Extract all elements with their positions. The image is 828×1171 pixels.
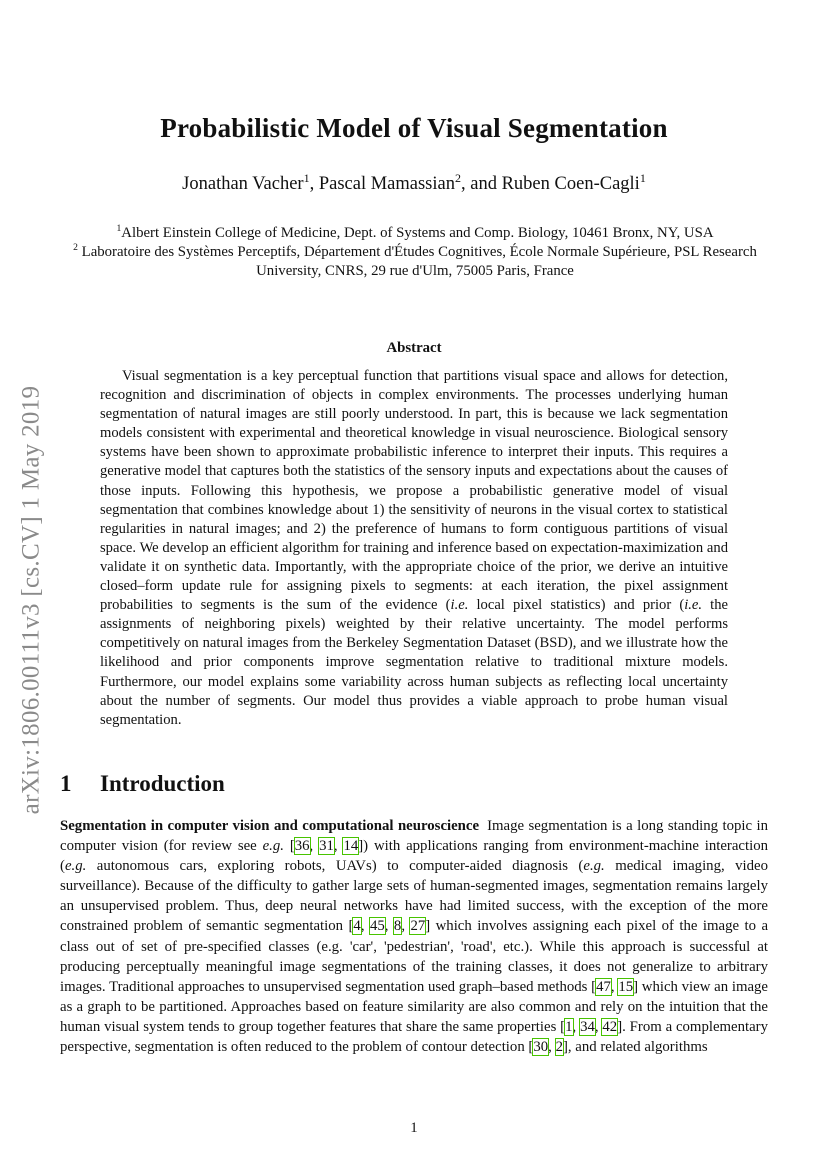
- affiliation-1: [60, 224, 770, 243]
- author-name: Ruben Coen-Cagli: [501, 174, 640, 194]
- arxiv-stamp-text: arXiv:1806.00111v3 [cs.CV] 1 May 2019: [17, 385, 44, 815]
- page-number: 1: [410, 1120, 418, 1136]
- author-separator: ,: [309, 174, 319, 194]
- author-name: Pascal Mamassian: [318, 174, 455, 194]
- citation-link[interactable]: 15: [618, 978, 634, 995]
- body-text: Image segmentation is a long standing topic in computer vision (for review see: [60, 818, 768, 855]
- abstract-ie: i.e.: [450, 597, 469, 614]
- affiliation-mark: 1: [116, 223, 122, 235]
- arxiv-stamp: [6, 356, 56, 844]
- body-text: which view an image as a graph to be partitioned. Approaches based on feature similarity are also common and rely on the intuition that the human visual system tends to group together features that share the same properties: [60, 978, 768, 1035]
- citation-link[interactable]: 31: [319, 838, 334, 855]
- body-text: medical imaging, video surveillance). Because of the difficulty to gather large sets of human-segmented images, segmentation remains largely an unsupervised problem. Thus, deep neural networks have had limited success, with the exception of the more constrained problem of semantic segmentation: [60, 858, 769, 935]
- author-affiliation-mark: 1: [303, 170, 310, 185]
- section-number: 1: [60, 771, 72, 796]
- affiliation-text: Laboratoire des Systèmes Perceptifs, Département d'Études Cognitives, École Normale Supérieure, PSL Research University, CNRS, 29 rue d'Ulm, 75005 Paris, France: [81, 244, 757, 279]
- body-eg: e.g.: [262, 838, 284, 855]
- citation-link[interactable]: 1: [565, 1018, 573, 1035]
- author-name: Jonathan Vacher: [182, 174, 304, 194]
- body-text: which involves assigning each pixel of the image to a class out of set of pre-specified classes (e.g. 'car', 'pedestrian', 'road', etc.). While this approach is successful at producing perceptually meaningful image segmentations of the training classes, it does not generalize to arbitrary images. Traditional approaches to unsupervised segmentation used graph–based methods: [60, 918, 769, 995]
- citation-link[interactable]: 14: [343, 838, 359, 855]
- intro-paragraph: Segmentation in computer vision and computational neuroscience Image segmentation is a long standing topic in computer vision (for review see e.g. [36, 31, 14]) with applications ranging from environment-machine interaction (e.g. autonomous cars, exploring robots, UAVs) to computer-aided diagnosis (e.g. medical imaging, video surveillance). Because of the difficulty to gather large sets of human-segmented images, segmentation remains largely an unsupervised problem. Thus, deep neural networks have had limited success, with the exception of the more constrained problem of semantic segmentation [4, 45, 8, 27] which involves assigning each pixel of the image to a class out of set of pre-specified classes (e.g. 'car', 'pedestrian', 'road', etc.). While this approach is successful at producing perceptually meaningful image segmentations of the training classes, it does not generalize to arbitrary images. Traditional approaches to unsupervised segmentation used graph–based methods [47, 15] which view an image as a graph to be partitioned. Approaches based on feature similarity are also common and rely on the intuition that the human visual system tends to group together features that share the same properties [1, 34, 42]. From a complementary perspective, segmentation is often reduced to the problem of contour detection [30, 2], and related algorithms: [60, 818, 769, 1056]
- citation-link[interactable]: 30: [533, 1039, 549, 1056]
- affiliation-mark: 2: [73, 242, 78, 254]
- abstract-ie: i.e.: [684, 597, 703, 614]
- citation-link[interactable]: 4: [353, 918, 361, 935]
- citation-link[interactable]: 47: [596, 978, 611, 995]
- citation-link[interactable]: 34: [580, 1018, 595, 1035]
- body-text: , and related algorithms: [567, 1039, 708, 1056]
- author-list: [0, 170, 828, 195]
- citation-link[interactable]: 45: [369, 918, 385, 935]
- citation-link[interactable]: 36: [294, 838, 310, 855]
- body-text: [284, 838, 290, 854]
- body-text: . From a complementary perspective, segmentation is often reduced to the problem of contour detection: [60, 1018, 769, 1056]
- citation-link[interactable]: 27: [410, 918, 426, 935]
- section-heading: [60, 771, 225, 797]
- author-affiliation-mark: 2: [454, 170, 461, 185]
- citation-link[interactable]: 8: [393, 918, 402, 935]
- abstract-text: Visual segmentation is a key perceptual function that partitions visual space and allows for detection, recognition and discrimination of objects in complex environments. The processes underlying human segmentation of natural images are still poorly understood. In part, this is because we lack segmentation models consistent with experimental and theoretical knowledge in visual neuroscience. Biological sensory systems have been shown to approximate probabilistic inference to interpret their inputs. This requires a generative model that captures both the statistics of the sensory inputs and expectations about the causes of those inputs. Following this hypothesis, we propose a probabilistic generative model of visual segmentation that combines knowledge about 1) the sensitivity of neurons in the visual cortex to statistical regularities in natural images; and 2) the preference of humans to form contiguous partitions of visual space. We develop an efficient algorithm for training and inference based on expectation-maximization and validate it on synthetic data. Importantly, with the appropriate choice of the prior, we derive an intuitive closed–form update rule for assigning pixels to segments: at each iteration, the pixel assignment probabilities to segments is the sum of the evidence (: [100, 368, 728, 614]
- abstract-body: [100, 367, 728, 730]
- paper-title: Probabilistic Model of Visual Segmentation: [160, 113, 668, 143]
- abstract-text: local pixel statistics) and prior (: [468, 597, 685, 614]
- body-text: ) with applications ranging from environment-machine interaction (: [60, 838, 769, 875]
- abstract-text: the assignments of neighboring pixels) weighted by their relative uncertainty. The model performs competitively on natural images from the Berkeley Segmentation Dataset (BSD), and we illustrate how the likelihood and prior components improve segmentation relative to traditional mixture models. Furthermore, our model explains some variability across human subjects as reflecting local uncertainty about the number of segments. Our model thus provides a viable approach to probe human visual segmentation.: [100, 597, 729, 728]
- citation-link[interactable]: 2: [555, 1039, 563, 1056]
- body-text: autonomous cars, exploring robots, UAVs) to computer-aided diagnosis (: [86, 858, 584, 875]
- paragraph-runin-heading: Segmentation in computer vision and computational neuroscience: [60, 818, 480, 834]
- body-eg: e.g.: [583, 858, 605, 875]
- affiliation-text: Albert Einstein College of Medicine, Dept. of Systems and Comp. Biology, 10461 Bronx, NY, USA: [121, 225, 714, 241]
- body-eg: e.g.: [64, 858, 87, 875]
- author-separator: , and: [461, 174, 502, 194]
- section-title: Introduction: [100, 771, 225, 796]
- affiliation-2: [60, 243, 770, 281]
- citation-link[interactable]: 42: [602, 1018, 618, 1035]
- author-affiliation-mark: 1: [639, 170, 646, 185]
- abstract-heading: Abstract: [386, 340, 442, 356]
